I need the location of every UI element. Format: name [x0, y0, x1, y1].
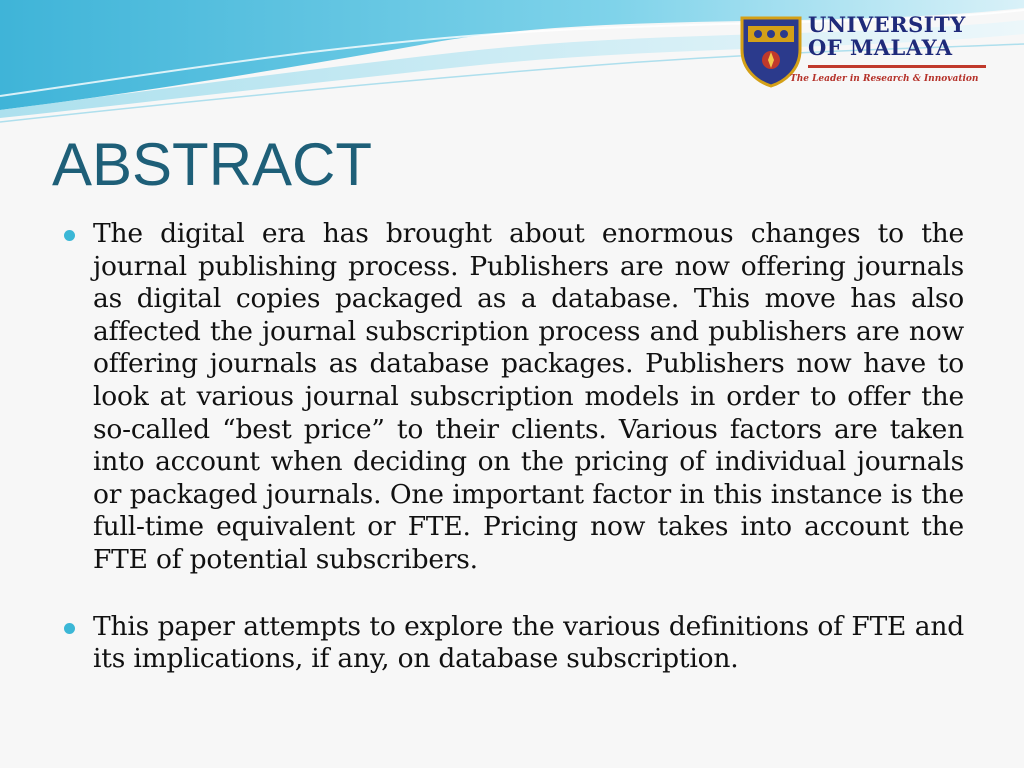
- university-logo: [738, 12, 988, 92]
- list-item: [60, 218, 964, 577]
- slide-title: ABSTRACT: [52, 131, 373, 198]
- bullet-dot-icon: [64, 230, 75, 241]
- bullet-dot-icon: [64, 623, 75, 634]
- bullet-list: [60, 218, 964, 676]
- list-item: [60, 611, 964, 676]
- logo-divider: [808, 65, 986, 68]
- university-name-line2: OF MALAYA: [808, 35, 953, 60]
- university-name-line1: UNIVERSITY: [808, 12, 966, 37]
- bullet-text: This paper attempts to explore the various definitions of FTE and its implications, if any, on database subscription.: [93, 610, 964, 675]
- bullet-text: The digital era has brought about enormous changes to the journal publishing process. Publishers are now offering journals as digital copies packaged as a database. This move has also affected the journal subscription process and publishers are now offering journals as database packages. Publishers now have to look at various journal subscription models in order to offer the so-called “best price” to their clients. Various factors are taken into account when deciding on the pricing of individual journals or packaged journals. One important factor in this instance is the full-time equivalent or FTE. Pricing now takes into account the FTE of potential subscribers.: [93, 218, 964, 575]
- university-tagline: The Leader in Research & Innovation: [790, 74, 979, 84]
